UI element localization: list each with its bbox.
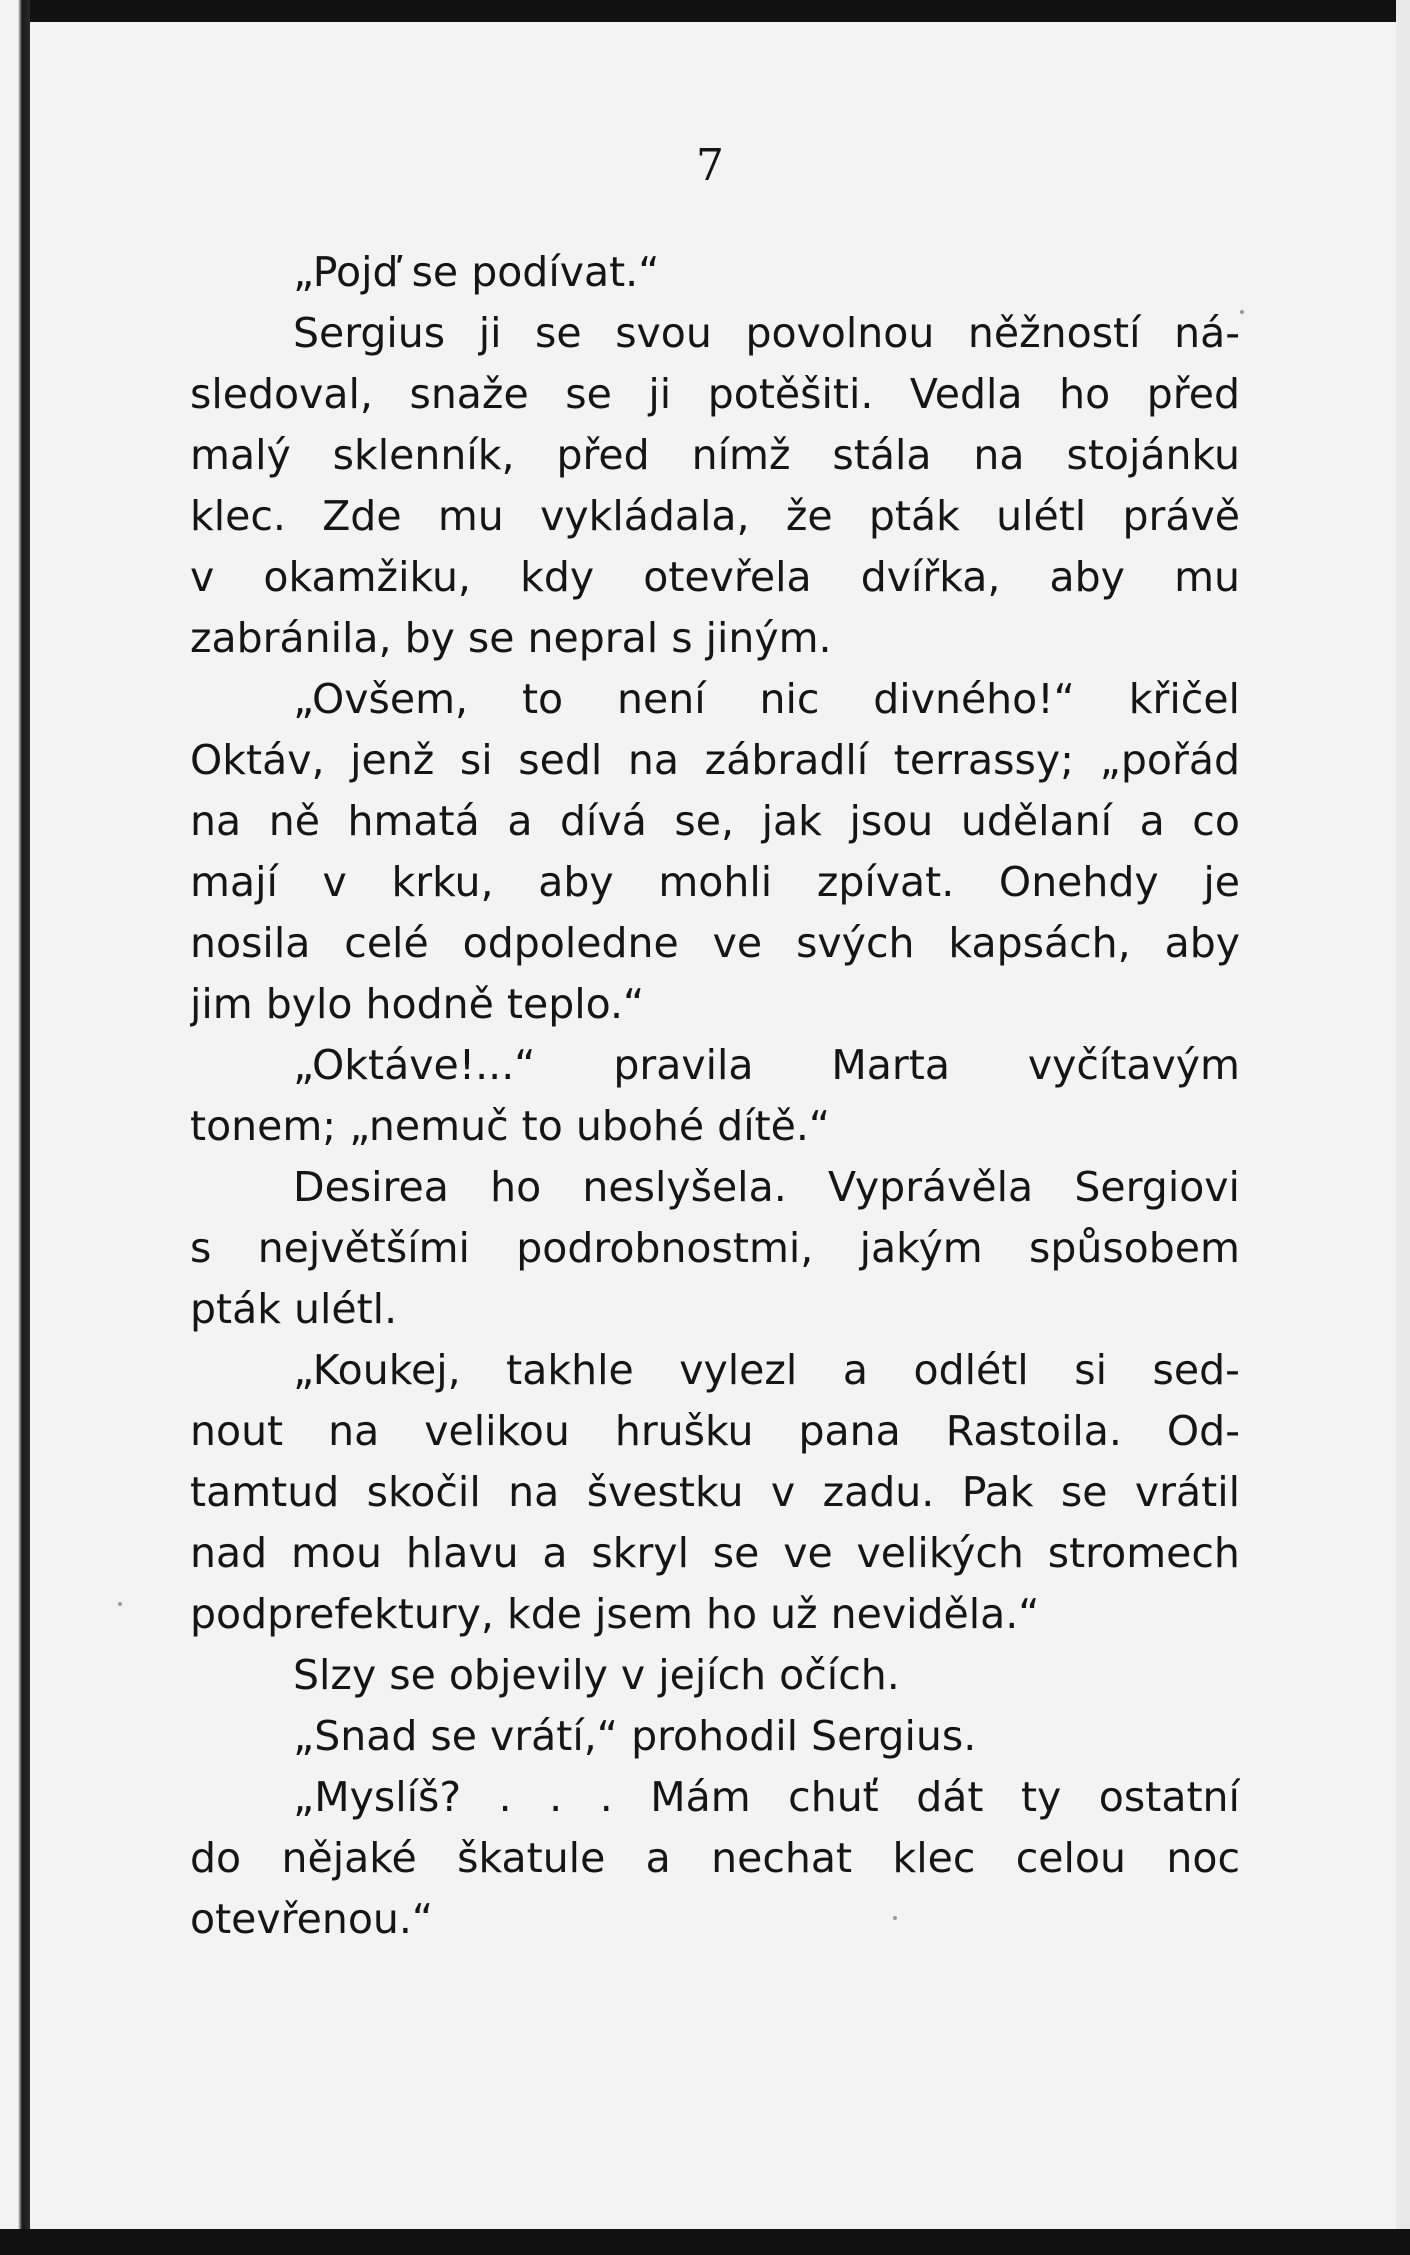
- word: skočil: [366, 1468, 481, 1516]
- word: stojánku: [1066, 431, 1240, 479]
- word: Desirea: [293, 1163, 449, 1211]
- word: velikých: [856, 1529, 1024, 1577]
- word: vyčítavým: [1027, 1041, 1240, 1089]
- word: .: [599, 1773, 613, 1821]
- text-line: zabránila, by se nepral s jiným.: [190, 614, 832, 662]
- text-line: [190, 1157, 1240, 1218]
- text-line: [190, 1218, 1240, 1279]
- word: dát: [916, 1773, 984, 1821]
- word: nosila: [190, 919, 311, 967]
- word: ji: [478, 309, 502, 357]
- word: svou: [615, 309, 712, 357]
- word: ji: [648, 370, 672, 418]
- word: Onehdy: [998, 858, 1159, 906]
- word: se: [565, 370, 612, 418]
- scan-top-border: [0, 0, 1410, 22]
- word: Od-: [1166, 1407, 1240, 1455]
- scan-right-border: [1396, 0, 1410, 2255]
- word: spůsobem: [1028, 1224, 1240, 1272]
- word: skryl: [591, 1529, 689, 1577]
- word: a: [1139, 797, 1165, 845]
- word: ná-: [1174, 309, 1240, 357]
- paper-speck: [118, 1602, 122, 1606]
- text-line: [190, 1767, 1240, 1828]
- word: hrušku: [614, 1407, 754, 1455]
- word: jakým: [859, 1224, 983, 1272]
- word: nějaké: [281, 1834, 417, 1882]
- word: sledoval,: [190, 370, 373, 418]
- word: noc: [1166, 1834, 1240, 1882]
- word: odlétl: [913, 1346, 1029, 1394]
- word: ve: [712, 919, 763, 967]
- word: do: [190, 1834, 242, 1882]
- word: na: [328, 1407, 380, 1455]
- text-line: [190, 486, 1240, 547]
- word: v: [190, 553, 215, 601]
- word: pravila: [613, 1041, 754, 1089]
- word: ty: [1020, 1773, 1062, 1821]
- word: „Myslíš?: [293, 1773, 462, 1821]
- body-text: [190, 242, 1240, 1950]
- word: si: [459, 736, 493, 784]
- text-line: [190, 852, 1240, 913]
- word: podrobnostmi,: [516, 1224, 814, 1272]
- word: zadu.: [822, 1468, 935, 1516]
- word: divného!“: [873, 675, 1075, 723]
- word: Pak: [961, 1468, 1034, 1516]
- word: aby: [1049, 553, 1125, 601]
- word: „Ovšem,: [293, 675, 469, 723]
- word: si: [1074, 1346, 1107, 1394]
- text-line: [190, 1828, 1240, 1889]
- word: před: [1146, 370, 1240, 418]
- word: Mám: [650, 1773, 751, 1821]
- word: nad: [190, 1529, 268, 1577]
- word: nechat: [711, 1834, 853, 1882]
- word: se,: [674, 797, 735, 845]
- word: dívá: [560, 797, 647, 845]
- word: mu: [1174, 553, 1240, 601]
- word: Marta: [831, 1041, 950, 1089]
- word: „pořád: [1099, 736, 1240, 784]
- text-line: jim bylo hodně teplo.“: [190, 980, 645, 1028]
- text-line: [190, 791, 1240, 852]
- word: ve: [783, 1529, 833, 1577]
- word: neslyšela.: [582, 1163, 787, 1211]
- word: škatule: [457, 1834, 606, 1882]
- text-line: „Snad se vrátí,“ prohodil Sergius.: [293, 1712, 977, 1760]
- text-line: tonem; „nemuč to ubohé dítě.“: [190, 1102, 831, 1150]
- text-line: pták ulétl.: [190, 1285, 398, 1333]
- word: klec: [892, 1834, 976, 1882]
- word: že: [785, 492, 833, 540]
- word: na: [190, 797, 242, 845]
- word: malý: [190, 431, 291, 479]
- word: aby: [538, 858, 614, 906]
- word: Rastoila.: [945, 1407, 1122, 1455]
- text-line: [190, 1523, 1240, 1584]
- word: Oktáv,: [190, 736, 325, 784]
- word: kapsách,: [948, 919, 1131, 967]
- word: odpoledne: [462, 919, 679, 967]
- word: co: [1192, 797, 1240, 845]
- text-line: [190, 425, 1240, 486]
- word: zpívat.: [816, 858, 955, 906]
- word: dvířka,: [860, 553, 1001, 601]
- word: není: [617, 675, 706, 723]
- word: pana: [798, 1407, 901, 1455]
- word: a: [507, 797, 533, 845]
- word: sklenník,: [332, 431, 515, 479]
- word: na: [627, 736, 680, 784]
- word: Sergius: [293, 309, 446, 357]
- word: terrassy;: [893, 736, 1074, 784]
- word: ně: [268, 797, 320, 845]
- paper-speck: [1240, 310, 1244, 314]
- text-line: [190, 547, 1240, 608]
- word: mou: [290, 1529, 382, 1577]
- word: .: [498, 1773, 512, 1821]
- word: se: [712, 1529, 760, 1577]
- word: jsou: [849, 797, 934, 845]
- word: „Oktáve!...“: [293, 1041, 536, 1089]
- word: jak: [761, 797, 822, 845]
- word: na: [973, 431, 1025, 479]
- page-number: 7: [696, 140, 724, 191]
- word: sedl: [518, 736, 603, 784]
- scan-bottom-border: [0, 2229, 1410, 2255]
- word: nout: [190, 1407, 284, 1455]
- word: největšími: [257, 1224, 470, 1272]
- word: takhle: [506, 1346, 634, 1394]
- word: vrátil: [1134, 1468, 1240, 1516]
- word: právě: [1122, 492, 1240, 540]
- word: Sergiovi: [1074, 1163, 1240, 1211]
- text-line: otevřenou.“: [190, 1895, 434, 1943]
- word: křičel: [1128, 675, 1240, 723]
- word: sed-: [1152, 1346, 1240, 1394]
- word: mohli: [658, 858, 773, 906]
- word: to: [521, 675, 564, 723]
- word: potěšiti.: [707, 370, 874, 418]
- word: vykládala,: [540, 492, 750, 540]
- word: udělaní: [960, 797, 1113, 845]
- word: stála: [832, 431, 932, 479]
- word: pták: [868, 492, 960, 540]
- text-line: [190, 730, 1240, 791]
- word: klec.: [190, 492, 286, 540]
- word: chuť: [788, 1773, 879, 1821]
- word: svých: [796, 919, 915, 967]
- word: a: [645, 1834, 671, 1882]
- word: ho: [1059, 370, 1111, 418]
- word: aby: [1164, 919, 1240, 967]
- word: se: [535, 309, 582, 357]
- text-line: [190, 303, 1240, 364]
- word: v: [322, 858, 347, 906]
- word: ostatní: [1098, 1773, 1240, 1821]
- word: v: [770, 1468, 796, 1516]
- word: zábradlí: [704, 736, 869, 784]
- word: otevřela: [643, 553, 812, 601]
- word: švestku: [586, 1468, 744, 1516]
- word: jenž: [350, 736, 435, 784]
- word: okamžiku,: [263, 553, 471, 601]
- word: povolnou: [745, 309, 935, 357]
- word: stromech: [1047, 1529, 1240, 1577]
- word: tamtud: [190, 1468, 340, 1516]
- word: „Koukej,: [293, 1346, 461, 1394]
- word: .: [549, 1773, 563, 1821]
- word: kdy: [520, 553, 595, 601]
- book-spine-edge: [0, 0, 30, 2255]
- word: snaže: [409, 370, 529, 418]
- text-line: Slzy se objevily v jejích očích.: [293, 1651, 900, 1699]
- text-line: [190, 913, 1240, 974]
- word: ulétl: [996, 492, 1087, 540]
- word: s: [190, 1224, 212, 1272]
- word: Vedla: [909, 370, 1023, 418]
- word: ho: [490, 1163, 542, 1211]
- word: hlavu: [405, 1529, 519, 1577]
- word: nic: [759, 675, 820, 723]
- word: je: [1203, 858, 1240, 906]
- text-line: [190, 364, 1240, 425]
- word: Zde: [322, 492, 402, 540]
- word: mu: [437, 492, 504, 540]
- word: mají: [190, 858, 278, 906]
- word: celé: [344, 919, 429, 967]
- word: se: [1060, 1468, 1108, 1516]
- word: a: [542, 1529, 568, 1577]
- word: Vyprávěla: [827, 1163, 1034, 1211]
- word: na: [508, 1468, 560, 1516]
- word: krku,: [391, 858, 494, 906]
- text-line: podprefektury, kde jsem ho už neviděla.“: [190, 1590, 1040, 1638]
- text-line: „Pojď se podívat.“: [293, 248, 660, 296]
- text-line: [190, 1462, 1240, 1523]
- word: před: [556, 431, 650, 479]
- word: celou: [1015, 1834, 1126, 1882]
- word: velikou: [424, 1407, 570, 1455]
- text-line: [190, 1340, 1240, 1401]
- word: vylezl: [679, 1346, 798, 1394]
- text-line: [190, 1035, 1240, 1096]
- word: něžností: [967, 309, 1141, 357]
- text-line: [190, 1401, 1240, 1462]
- word: a: [842, 1346, 868, 1394]
- word: hmatá: [347, 797, 480, 845]
- text-line: [190, 669, 1240, 730]
- word: nímž: [691, 431, 791, 479]
